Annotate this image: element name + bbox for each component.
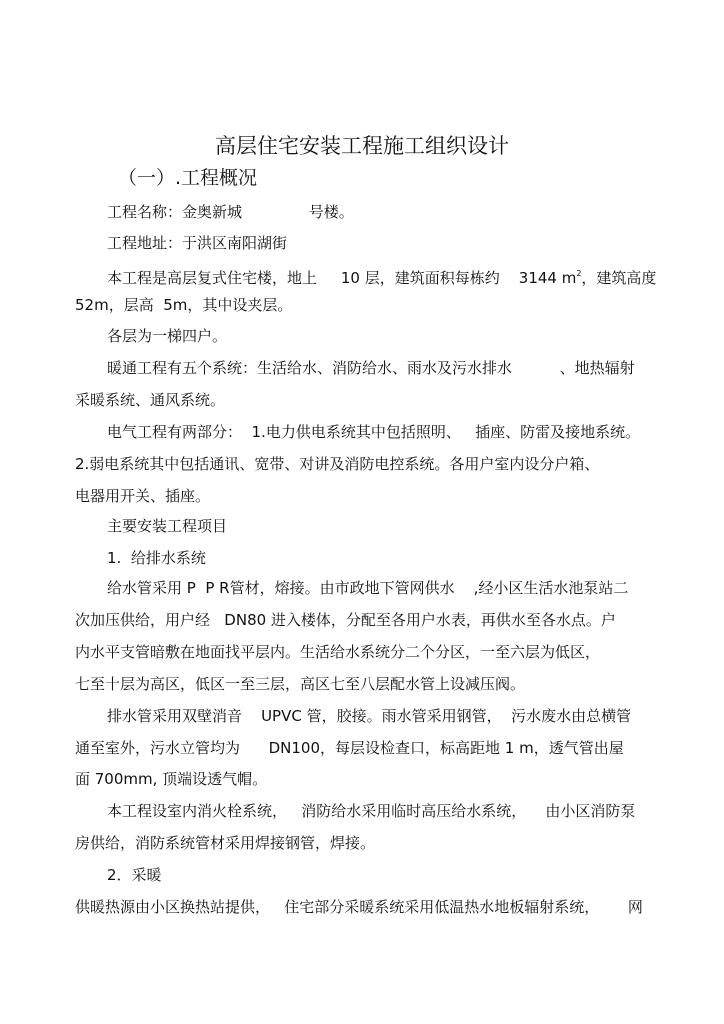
- paragraph-line: 给水管采用 P P R管材，熔接。由市政地下管网供水 ,经小区生活水池泵站二: [107, 579, 629, 597]
- text-span: 本工程是高层复式住宅楼，地上 10 层，建筑面积每栋约 3144 m: [107, 269, 577, 287]
- paragraph-line: 暖通工程有五个系统：生活给水、消防给水、雨水及污水排水 、地热辐射: [107, 359, 635, 377]
- paragraph-line: 电气工程有两部分： 1.电力供电系统其中包括照明、 插座、防雷及接地系统。: [107, 423, 641, 441]
- paragraph-line: 52m，层高 5m，其中设夹层。: [75, 296, 293, 314]
- superscript: 2: [576, 269, 582, 278]
- paragraph-line: 采暖系统、通风系统。: [75, 391, 226, 409]
- paragraph-line: 通至室外，污水立管均为 DN100，每层设检查口，标高距地 1 m，透气管出屋: [75, 739, 624, 757]
- paragraph-line: 2．采暖: [107, 866, 162, 884]
- paragraph-line: 次加压供给，用户经 DN80 进入楼体，分配至各用户水表，再供水至各水点。户: [75, 611, 616, 629]
- paragraph-line: 主要安装工程项目: [107, 517, 228, 535]
- paragraph-line: 2.弱电系统其中包括通讯、宽带、对讲及消防电控系统。各用户室内设分户箱、: [75, 455, 600, 473]
- paragraph-line: 工程名称：金奥新城 号楼。: [107, 203, 354, 221]
- paragraph-line: 房供给，消防系统管材采用焊接钢管，焊接。: [75, 834, 376, 852]
- paragraph-line: 本工程设室内消火栓系统， 消防给水采用临时高压给水系统， 由小区消防泵: [107, 802, 636, 820]
- paragraph-line: [107, 264, 656, 288]
- paragraph-line: 供暖热源由小区换热站提供， 住宅部分采暖系统采用低温热水地板辐射系统， 网: [75, 898, 643, 916]
- paragraph-line: 七至十层为高区，低区一至三层，高区七至八层配水管上设减压阀。: [75, 675, 526, 693]
- paragraph-line: 各层为一梯四户。: [107, 327, 228, 345]
- paragraph-line: 1. 给排水系统: [107, 549, 206, 567]
- paragraph-line: 内水平支管暗敷在地面找平层内。生活给水系统分二个分区，一至六层为低区，: [75, 643, 601, 661]
- text-span: ，建筑高度: [581, 269, 657, 287]
- paragraph-line: 排水管采用双壁消音 UPVC 管，胶接。雨水管采用钢管， 污水废水由总横管: [107, 707, 632, 725]
- paragraph-line: 面 700mm, 顶端设透气帽。: [75, 770, 268, 788]
- paragraph-line: 电器用开关、插座。: [75, 487, 211, 505]
- document-title: 高层住宅安装工程施工组织设计: [215, 134, 509, 158]
- paragraph-line: 工程地址：于洪区南阳湖街: [107, 234, 288, 252]
- section-heading: （一）.工程概况: [118, 167, 258, 189]
